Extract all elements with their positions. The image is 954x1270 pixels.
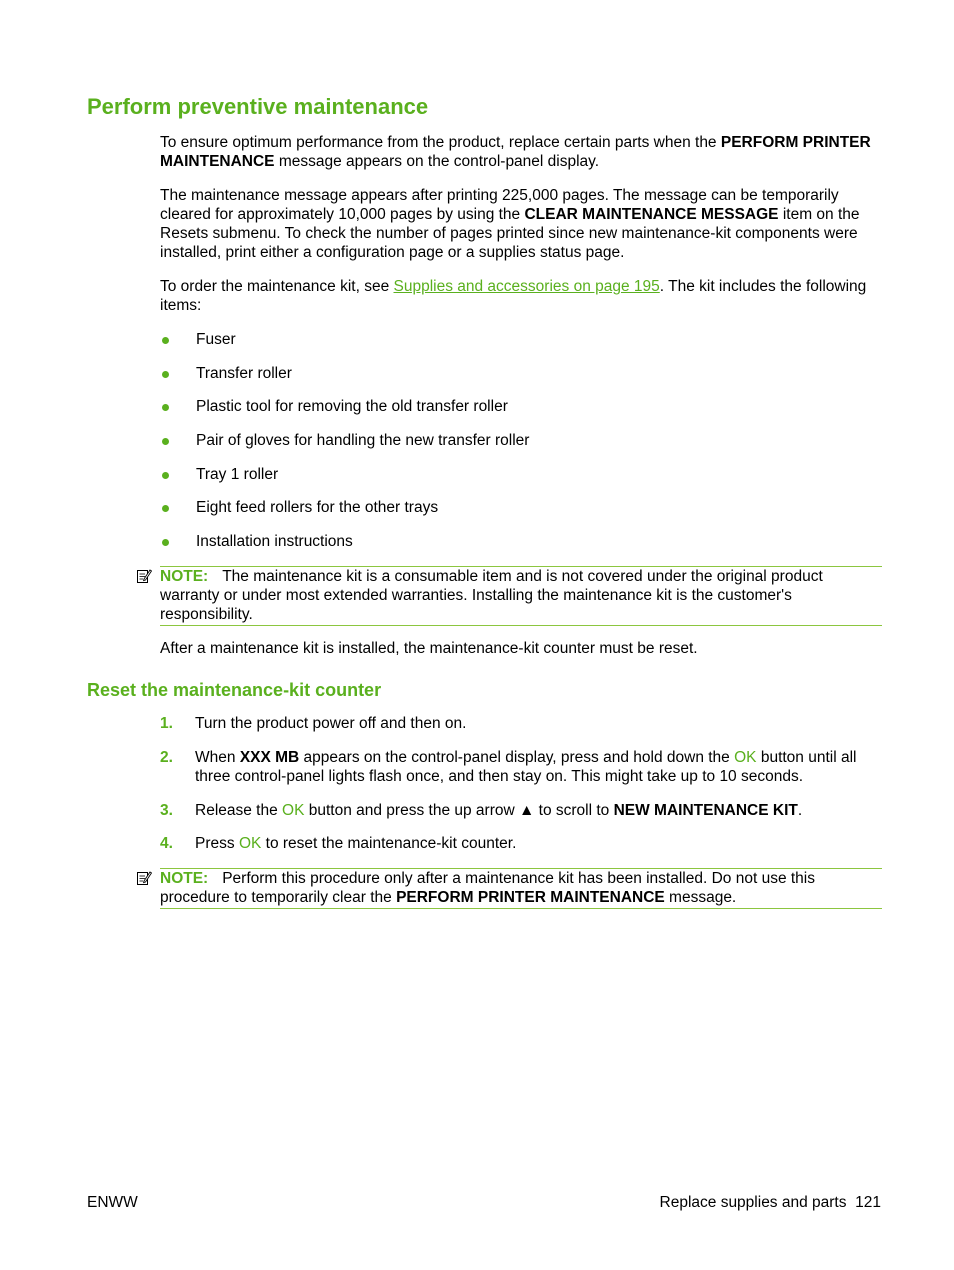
note-pencil-icon — [136, 870, 152, 886]
bullet-dot-icon — [162, 539, 169, 546]
procedure-note: NOTE: Perform this procedure only after a maintenance kit has been installed. Do not use this procedure to temporarily clear the PERFORM PRINTER MAINTENANCE message. — [160, 868, 882, 909]
footer-section: Replace supplies and parts — [659, 1194, 847, 1211]
bullet-dot-icon — [162, 438, 169, 445]
up-arrow-icon: ▲ — [519, 802, 535, 819]
list-item: Transfer roller — [160, 364, 882, 383]
list-item: Eight feed rollers for the other trays — [160, 498, 882, 517]
order-kit-paragraph: To order the maintenance kit, see Supplies and accessories on page 195. The kit includes the following items: — [160, 278, 867, 314]
maintenance-kit-note: NOTE: The maintenance kit is a consumable item and is not covered under the original product warranty or under most extended warranties. Installing the maintenance kit is the customer's responsibility. — [160, 566, 882, 626]
step-1: 1. Turn the product power off and then on. — [160, 715, 467, 732]
ok-button-label: OK — [238, 835, 262, 852]
supplies-link[interactable]: Supplies and accessories on page 195 — [393, 278, 660, 295]
ok-button-label: OK — [734, 749, 757, 766]
ok-button-label: OK — [282, 802, 305, 819]
note-pencil-icon — [136, 568, 152, 584]
list-item: Fuser — [160, 330, 882, 349]
bullet-dot-icon — [162, 472, 169, 479]
intro-paragraph: To ensure optimum performance from the product, replace certain parts when the PERFORM PRINTER MAINTENANCE message appears on the control-panel display. — [160, 134, 871, 170]
bullet-dot-icon — [162, 371, 169, 378]
step-4: 4. Press OK to reset the maintenance-kit counter. — [160, 835, 517, 852]
page-title: Perform preventive maintenance — [87, 94, 429, 119]
step-2: 2. When XXX MB appears on the control-panel display, press and hold down the OK button until all three control-panel lights flash once, and then stay on. This might take up to 10 seconds. — [160, 749, 857, 785]
list-item: Installation instructions — [160, 532, 882, 551]
reset-counter-paragraph: After a maintenance kit is installed, the maintenance-kit counter must be reset. — [160, 640, 698, 657]
bullet-dot-icon — [162, 404, 169, 411]
list-item: Plastic tool for removing the old transfer roller — [160, 397, 882, 416]
maintenance-message-paragraph: The maintenance message appears after printing 225,000 pages. The message can be temporarily cleared for approximately 10,000 pages by using the CLEAR MAINTENANCE MESSAGE item on the Resets submenu. To check the number of pages printed since new maintenance-kit components were installed, print either a configuration page or a supplies status page. — [160, 187, 860, 261]
bullet-dot-icon — [162, 505, 169, 512]
footer-right — [660, 1193, 881, 1212]
section-heading: Reset the maintenance-kit counter — [87, 680, 382, 700]
footer-left: ENWW — [87, 1194, 138, 1211]
list-item: Pair of gloves for handling the new transfer roller — [160, 431, 882, 450]
step-3: 3. Release the OK button and press the up arrow ▲ to scroll to NEW MAINTENANCE KIT. — [160, 802, 803, 819]
page-number: 121 — [855, 1194, 881, 1211]
list-item: Tray 1 roller — [160, 465, 882, 484]
bullet-dot-icon — [162, 337, 169, 344]
